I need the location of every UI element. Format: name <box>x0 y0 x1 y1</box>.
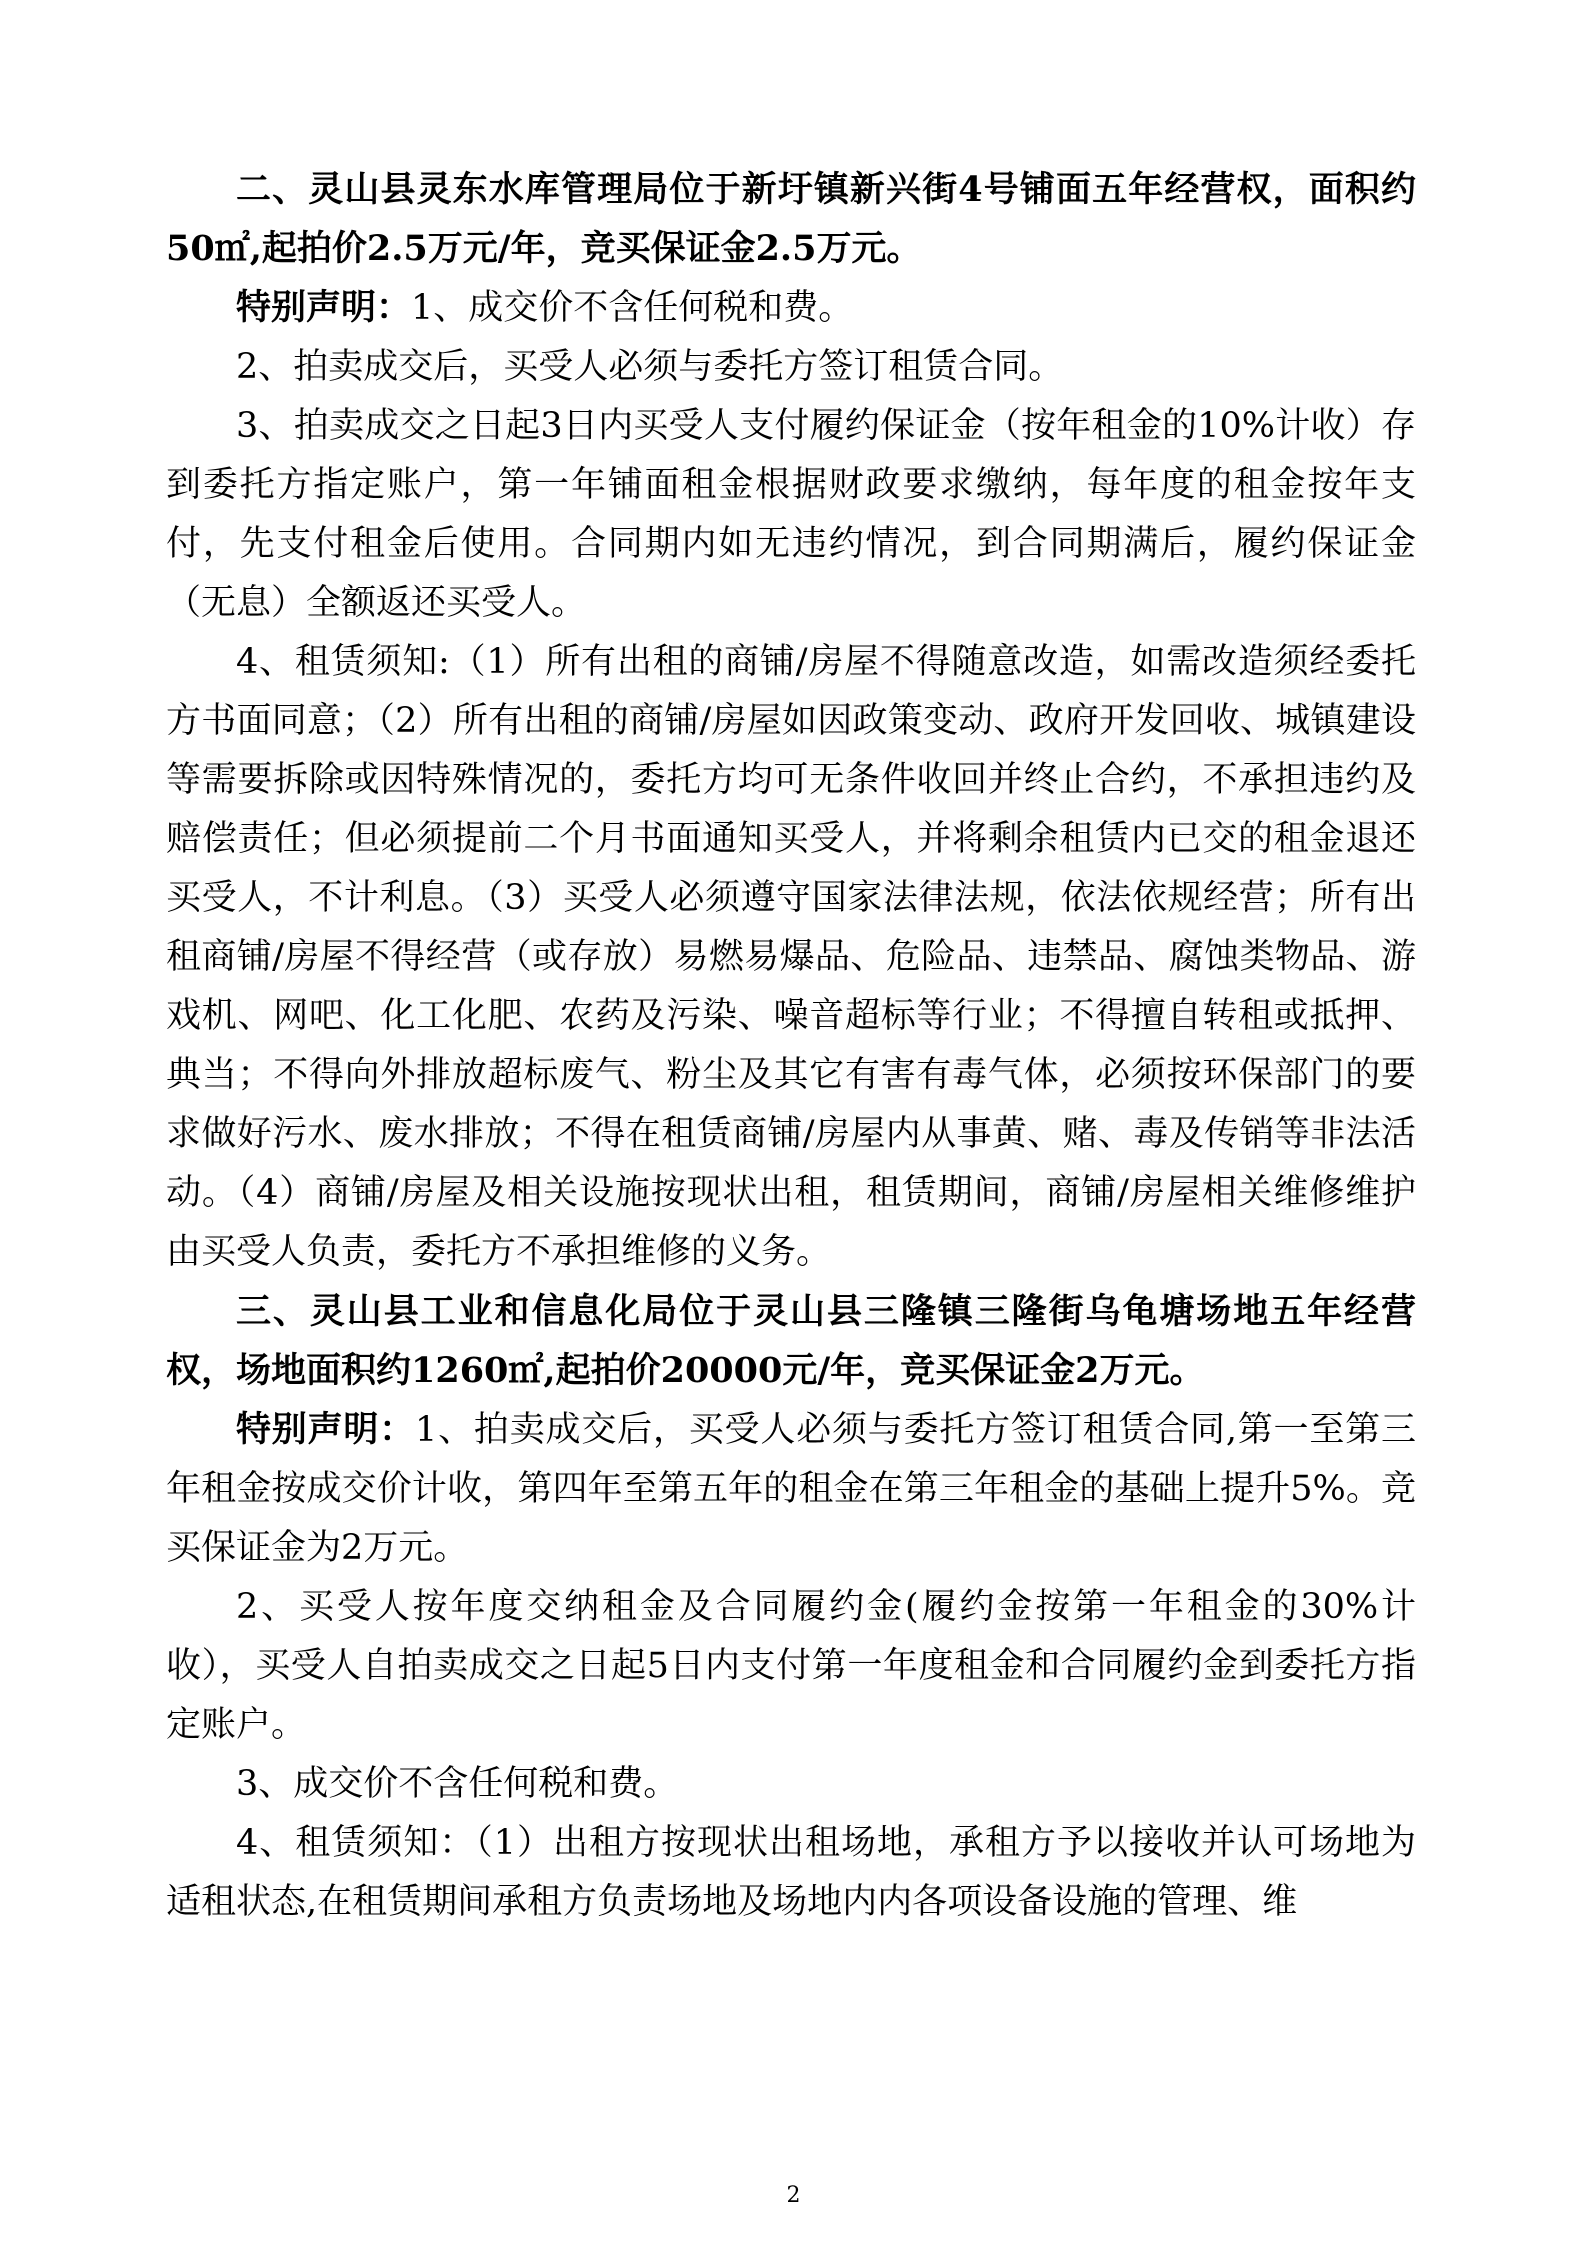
section-heading-2: 二、灵山县灵东水库管理局位于新圩镇新兴街4号铺面五年经营权，面积约50㎡,起拍价2.5万元/年，竞买保证金2.5万元。 <box>166 169 1416 269</box>
clause-3: 3、拍卖成交之日起3日内买受人支付履约保证金（按年租金的10%计收）存到委托方指定账户，第一年铺面租金根据财政要求缴纳，每年度的租金按年支付，先支付租金后使用。合同期内如无违约情况，到合同期满后，履约保证金（无息）全额返还买受人。 <box>166 406 1416 623</box>
clause-2b: 2、买受人按年度交纳租金及合同履约金(履约金按第一年租金的30%计收），买受人自拍卖成交之日起5日内支付第一年度租金和合同履约金到委托方指定账户。 <box>166 1587 1416 1745</box>
section-heading-3: 三、灵山县工业和信息化局位于灵山县三隆镇三隆街乌龟塘场地五年经营权，场地面积约1260㎡,起拍价20000元/年，竞买保证金2万元。 <box>166 1291 1416 1391</box>
clause-3b: 3、成交价不含任何税和费。 <box>236 1764 679 1804</box>
document-body <box>166 160 1416 1932</box>
statement-text: 1、成交价不含任何税和费。 <box>411 288 854 328</box>
statement-lead: 特别声明： <box>236 1409 416 1450</box>
special-statement-2 <box>166 1400 1416 1578</box>
special-statement-1 <box>166 278 1416 338</box>
page-number: 2 <box>786 2183 801 2208</box>
statement-lead: 特别声明： <box>236 287 412 328</box>
clause-2: 2、拍卖成交后，买受人必须与委托方签订租赁合同。 <box>236 347 1064 387</box>
clause-4: 4、租赁须知:（1）所有出租的商铺/房屋不得随意改造，如需改造须经委托方书面同意；（2）所有出租的商铺/房屋如因政策变动、政府开发回收、城镇建设等需要拆除或因特殊情况的，委托方均可无条件收回并终止合约，不承担违约及赔偿责任；但必须提前二个月书面通知买受人，并将剩余租赁内已交的租金退还买受人，不计利息。（3）买受人必须遵守国家法律法规，依法依规经营；所有出租商铺/房屋不得经营（或存放）易燃易爆品、危险品、违禁品、腐蚀类物品、游戏机、网吧、化工化肥、农药及污染、噪音超标等行业；不得擅自转租或抵押、典当；不得向外排放超标废气、粉尘及其它有害有毒气体，必须按环保部门的要求做好污水、废水排放；不得在租赁商铺/房屋内从事黄、赌、毒及传销等非法活动。（4）商铺/房屋及相关设施按现状出租，租赁期间，商铺/房屋相关维修维护由买受人负责，委托方不承担维修的义务。 <box>166 642 1416 1272</box>
statement-text: 1、拍卖成交后，买受人必须与委托方签订租赁合同,第一至第三年租金按成交价计收，第四年至第五年的租金在第三年租金的基础上提升5%。竞买保证金为2万元。 <box>166 1410 1416 1568</box>
clause-4b: 4、租赁须知：（1）出租方按现状出租场地，承租方予以接收并认可场地为适租状态,在租赁期间承租方负责场地及场地内内各项设备设施的管理、维 <box>166 1823 1416 1922</box>
